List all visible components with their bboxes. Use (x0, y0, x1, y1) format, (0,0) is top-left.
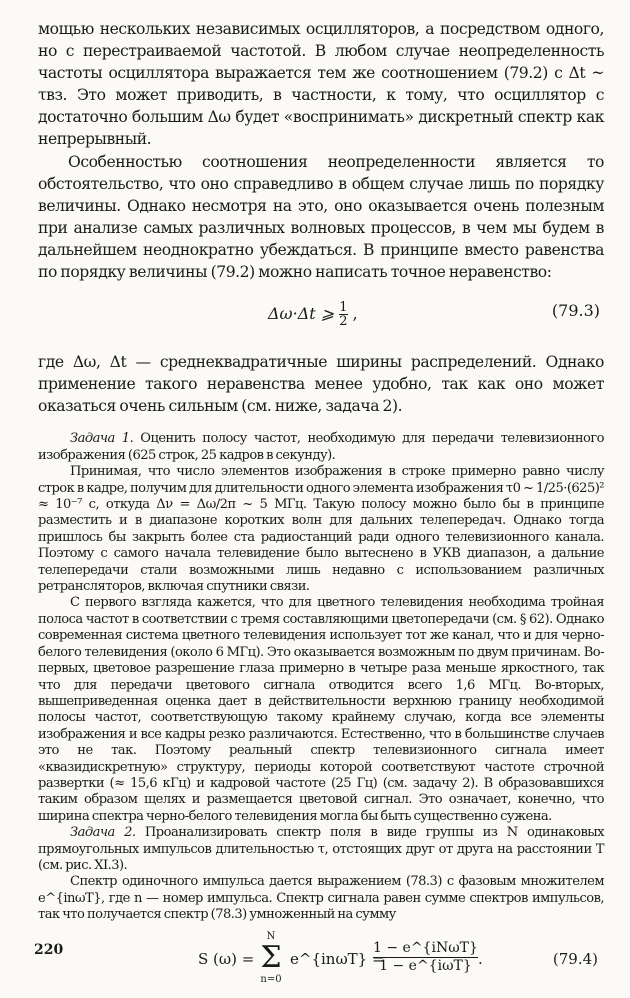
formula-79-3-tail: , (352, 304, 358, 324)
task-1 (38, 431, 604, 464)
formula-79-4 (38, 928, 604, 990)
fraction-denominator: 2 (339, 314, 348, 330)
sum-upper-limit: N (266, 930, 276, 942)
formula-79-3-fraction (339, 301, 347, 328)
task-2 (38, 825, 604, 874)
fraction-numerator: 1 − e^{iNωT} (373, 939, 478, 956)
fraction-numerator: 1 (339, 300, 348, 316)
task-2-label: Задача 2. (70, 825, 136, 841)
formula-79-4-lhs: S (ω) = (198, 949, 255, 968)
equation-number-79-3: (79.3) (551, 301, 600, 321)
formula-79-4-tail: . (478, 949, 483, 968)
paragraph-3: где Δω, Δt — среднеквадратичные ширины распределений. Однако применение такого неравенства менее удобно, так как оно может оказаться очень сильным (см. ниже, задача 2). (38, 353, 604, 416)
summation-sign (256, 930, 286, 986)
main-text (38, 18, 604, 417)
fraction-denominator: 1 − e^{iωT} (373, 957, 478, 975)
page-number: 220 (34, 942, 64, 958)
formula-79-4-term: e^{inωT} = (290, 949, 385, 968)
task-1-solution-a: Принимая, что число элементов изображения в строке примерно равно числу строк в кадре, получим для длительности одного элемента изображения τ0 ~ 1/25·(625)² ≈ 10⁻⁷ с, откуда Δν = Δω/2π ~ 5 МГц. Такую полосу можно было бы в принципе разместить и в диапазоне коротких волн для дальних телепередач. Однако тогда пришлось бы закрыть более ста радиостанций ради одного телевизионного канала. Поэтому с самого начала телевидение было вытеснено в УКВ диапазон, а дальние телепередачи стали возможными лишь недавно с использованием различных ретрансляторов, включая спутники связи. (38, 464, 604, 595)
formula-79-3-lhs: Δω·Δt ⩾ (268, 304, 335, 324)
task-1-solution-b: С первого взгляда кажется, что для цветного телевидения необходима тройная полоса частот в соответствии с тремя составляющими цветопередачи (см. § 62). Однако современная система цветного телевидения использует тот же канал, что и для черно-белого телевидения (около 6 МГц). Это оказывается возможным по двум причинам. Во-первых, цветовое разрешение глаза примерно в четыре раза меньше яркостного, так что для передачи цветового сигнала отводится всего 1,6 МГц. Во-вторых, вышеприведенная оценка дает в действительности верхнюю границу необходимой полосы частот, соответствующую такому крайнему случаю, когда все элементы изображения и все кадры резко различаются. Естественно, что в большинстве случаев это не так. Поэтому реальный спектр телевизионного сигнала имеет «квазидискретную» структуру, периоды которой соответствуют частоте строчной развертки (≈ 15,6 кГц) и кадровой частоте (25 Гц) (см. задачу 2). В образовавшихся таким образом щелях и размещается цветовой сигнал. Это означает, конечно, что ширина спектра черно-белого телевидения могла бы быть существенно сужена. (38, 595, 604, 824)
formula-79-4-fraction (373, 940, 478, 975)
task-2-solution: Спектр одиночного импульса дается выражением (78.3) с фазовым множителем e^{inωT}, где n — номер импульса. Спектр сигнала равен сумме спектров импульсов, так что получается спектр (78.3) умноженный на сумму (38, 874, 604, 923)
problems-section (38, 431, 604, 989)
task-1-label: Задача 1. (70, 431, 134, 447)
paragraph-2: Особенностью соотношения неопределенности является то обстоятельство, что оно справедливо в общем случае лишь по порядку величины. Однако несмотря на это, оно оказывается очень полезным при анализе самых различных волновых процессов, в чем мы будем в дальнейшем неоднократно убеждаться. В принципе вместо равенства по порядку величины (79.2) можно написать точное неравенство: (38, 152, 604, 282)
page-body (38, 18, 604, 998)
task-2-text: Проанализировать спектр поля в виде группы из N одинаковых прямоугольных импульсов длительностью τ, отстоящих друг от друга на расстоянии T (см. рис. XI.3). (38, 825, 604, 873)
paragraph-1: мощью нескольких независимых осцилляторов, а посредством одного, но с перестраиваемой частотой. В любом случае неопределенность частоты осциллятора выражается тем же соотношением (79.2) с Δt ~ τвз. Это может приводить, в частности, к тому, что осциллятор с достаточно большим Δω будет «воспринимать» дискретный спектр как непрерывный. (38, 20, 604, 149)
sigma-symbol: Σ (260, 939, 282, 975)
formula-79-3-expression (268, 301, 358, 328)
sum-lower-limit: n=0 (260, 973, 282, 985)
formula-79-3 (38, 295, 604, 331)
equation-number-79-4: (79.4) (552, 949, 598, 968)
task-1-text: Оценить полосу частот, необходимую для передачи телевизионного изображения (625 строк, 25 кадров в секунду). (38, 431, 604, 463)
